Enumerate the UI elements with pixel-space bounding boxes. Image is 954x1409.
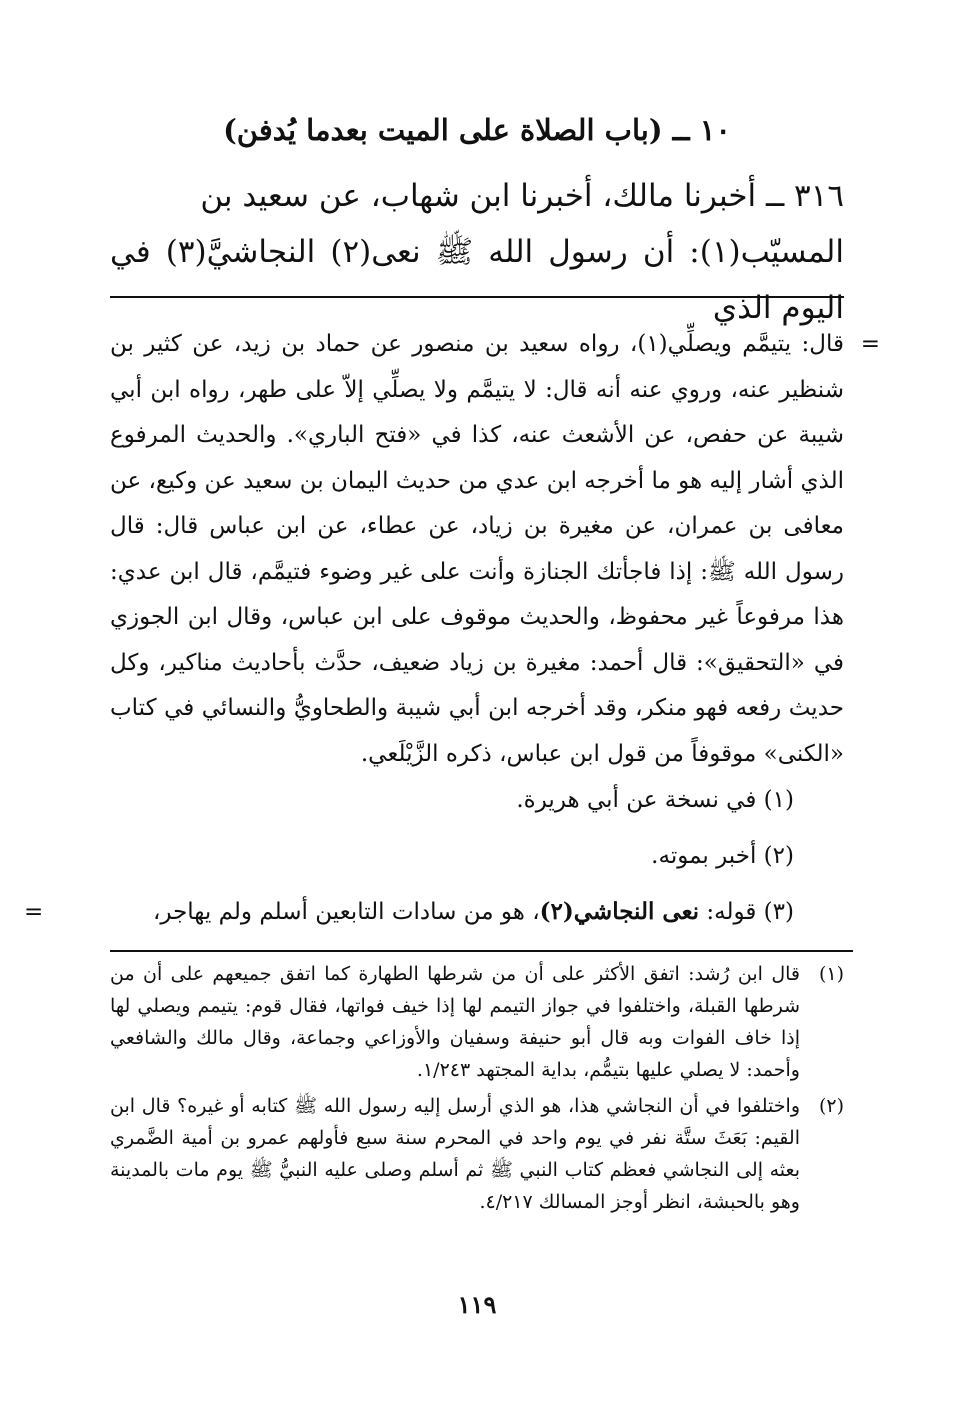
commentary-notes [24,772,794,940]
continued-commentary-text: قال: يتيمَّم ويصلِّي(١)، رواه سعيد بن منصور عن حماد بن زيد، عن كثير بن شنظير عنه، وروي عنه أنه قال: لا يتيمَّم ولا يصلِّي إلاّ على طهر، رواه ابن أبي شيبة عن حفص، عن الأشعث عنه، كذا في «فتح الباري». والحديث المرفوع الذي أشار إليه هو ما أخرجه ابن عدي من حديث اليمان بن سعيد عن وكيع، عن معافى بن عمران، عن مغيرة بن زياد، عن عطاء، عن ابن عباس قال: قال رسول الله ﷺ: إذا فاجأتك الجنازة وأنت على غير وضوء فتيمَّم، قال ابن عدي: هذا مرفوعاً غير محفوظ، والحديث موقوف على ابن عباس، وقال ابن الجوزي في «التحقيق»: قال أحمد: مغيرة بن زياد ضعيف، حدَّث بأحاديث مناكير، وكل حديث رفعه فهو منكر، وقد أخرجه ابن أبي شيبة والطحاويُّ والنسائي في كتاب «الكنى» موقوفاً من قول ابن عباس، ذكره الزَّيْلَعي. [110,331,844,767]
commentary-note [110,828,794,884]
note-text: ، هو من سادات التابعين أسلم ولم يهاجر، [152,899,540,925]
continued-commentary [110,322,880,777]
commentary-note [110,772,794,828]
note-text: أخبر بموته. [651,843,757,869]
chapter-heading: ١٠ ــ (باب الصلاة على الميت بعدما يُدفن) [223,113,731,147]
footnote [110,958,844,1086]
hadith-text [110,168,844,336]
note-text: في نسخة عن أبي هريرة. [516,787,757,813]
continuation-marker: = [24,899,44,925]
continuation-marker: = [860,331,880,357]
footnote-number: (١) [818,963,844,985]
footnote-text: قال ابن رُشد: اتفق الأكثر على أن من شرطها الطهارة كما اتفق جميعهم على أن من شرطها القبلة، واختلفوا في جواز التيمم لها إذا خيف فواتها، فقال قوم: يتيمم ويصلي لها إذا خاف الفوات وبه قال أبو حنيفة وسفيان والأوزاعي وجماعة، وقال مالك والشافعي وأحمد: لا يصلي عليها بتيمُّم، بداية المجتهد ١/٢٤٣. [110,963,800,1081]
page-number: ١١٩ [457,1290,497,1319]
note-bold-term: نعى النجاشي(٢) [539,898,700,925]
hadith-line-1: ٣١٦ ــ أخبرنا مالك، أخبرنا ابن شهاب، عن سعيد بن [200,178,844,214]
footnotes [110,958,844,1222]
footnote-text: واختلفوا في أن النجاشي هذا، هو الذي أرسل إليه رسول الله ﷺ كتابه أو غيره؟ قال ابن القيم: بَعَثَ ستَّة نفر في يوم واحد في المحرم سنة سبع فأولهم عمرو بن أمية الضَّمري بعثه إلى النجاشي فعظم كتاب النبي ﷺ ثم أسلم وصلى عليه النبيُّ ﷺ يوم مات بالمدينة وهو بالحبشة، انظر أوجز المسالك ٤/٢١٧. [110,1095,800,1213]
note-number: (٢) [763,843,794,869]
note-number: (٣) [763,899,794,925]
footnote [110,1090,844,1218]
main-text-divider [110,296,844,298]
hadith-line-2: المسيّب(١): أن رسول الله ﷺ نعى(٢) النجاشيَّ(٣) في اليوم الذي [110,234,844,326]
commentary-note [24,884,794,940]
note-label: قوله: [699,899,757,925]
footnote-divider [110,950,853,952]
note-number: (١) [763,787,794,813]
footnote-number: (٢) [818,1095,844,1117]
